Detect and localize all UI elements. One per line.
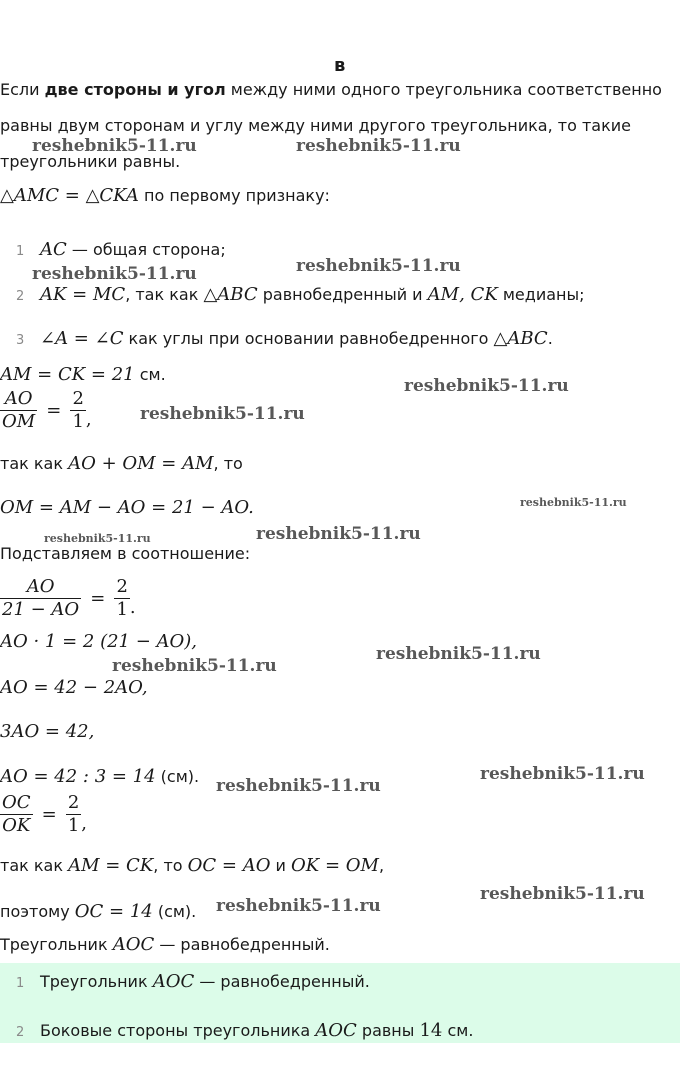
cut-off-heading: в (334, 55, 346, 76)
list-item: 2 AK = MC, так как △ABC равнобедренный и AM, CK медианы; (16, 284, 585, 305)
summary-item: 1 Треугольник AOC — равнобедренный. (16, 971, 370, 992)
congruence-statement: △AMC = △CKA по первому признаку: (0, 185, 330, 206)
eq-3: 3AO = 42, (0, 721, 95, 742)
since-statement-1: так как AO + OM = AM, то (0, 453, 243, 474)
watermark: reshebnik5-11.ru (480, 884, 645, 904)
watermark: reshebnik5-11.ru (216, 896, 381, 916)
watermark: reshebnik5-11.ru (376, 644, 541, 664)
rule-line-1: Если две стороны и угол между ними одного треугольника соответственно (0, 80, 662, 99)
rule-line-2: равны двум сторонам и углу между ними другого треугольника, то такие (0, 116, 631, 135)
watermark: reshebnik5-11.ru (32, 264, 197, 284)
ratio-ao-om: $\frac{AO}{OM}$ = $\frac{2}{1}$ , (2, 388, 92, 432)
watermark: reshebnik5-11.ru (404, 376, 569, 396)
substitute-text: Подставляем в соотношение: (0, 544, 251, 563)
since-statement-2: так как AM = CK, то OC = AO и OK = OM, (0, 855, 385, 876)
watermark: reshebnik5-11.ru (296, 256, 461, 276)
watermark: reshebnik5-11.ru (480, 764, 645, 784)
ratio-oc-ok: $\frac{OC}{OK}$ = $\frac{2}{1}$ , (2, 792, 87, 836)
eq-2: AO = 42 − 2AO, (0, 677, 148, 698)
watermark: reshebnik5-11.ru (296, 136, 461, 156)
list-item: 3 ∠A = ∠C как углы при основании равнобедренного △ABC. (16, 328, 553, 349)
eq-1: AO · 1 = 2 (21 − AO), (0, 631, 198, 652)
therefore-statement: поэтому OC = 14 (см). (0, 901, 197, 922)
watermark: reshebnik5-11.ru (216, 776, 381, 796)
watermark: reshebnik5-11.ru (44, 532, 151, 545)
watermark: reshebnik5-11.ru (256, 524, 421, 544)
eq-om: OM = AM − AO = 21 − AO. (0, 497, 254, 518)
summary-item: 2 Боковые стороны треугольника AOC равны 14 см. (16, 1020, 474, 1041)
list-item: 1 AC — общая сторона; (16, 239, 226, 260)
conclusion: Треугольник AOC — равнобедренный. (0, 934, 330, 955)
watermark: reshebnik5-11.ru (32, 136, 197, 156)
eq-4: AO = 42 : 3 = 14 (см). (0, 766, 200, 787)
watermark: reshebnik5-11.ru (112, 656, 277, 676)
ratio-ao-21: $\frac{AO}{21 - AO}$ = $\frac{2}{1}$ . (2, 576, 136, 620)
watermark: reshebnik5-11.ru (520, 496, 627, 509)
rule-line-3: треугольники равны. (0, 152, 181, 171)
watermark: reshebnik5-11.ru (140, 404, 305, 424)
eq-am-ck: AM = CK = 21 см. (0, 364, 166, 385)
rule-bold: две стороны и угол (44, 80, 226, 99)
